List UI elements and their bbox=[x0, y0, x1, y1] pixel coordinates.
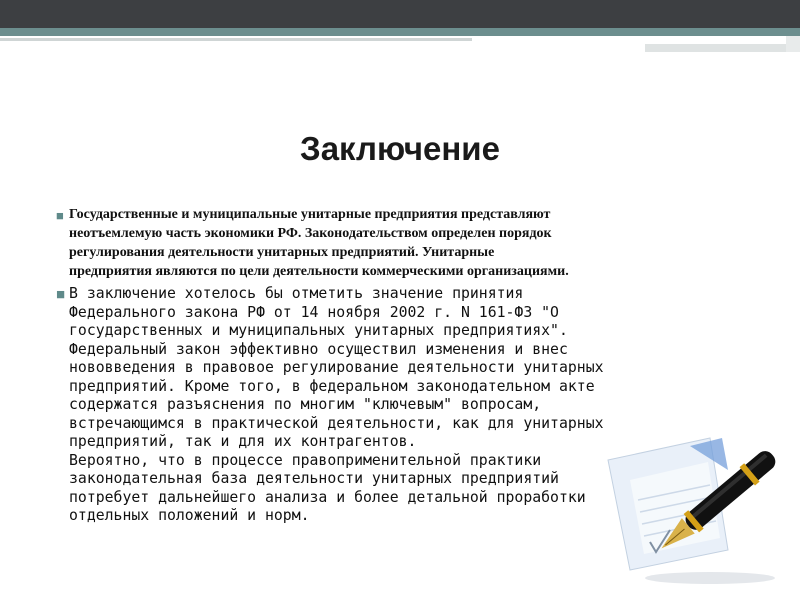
header-accent-band bbox=[0, 28, 800, 36]
paragraph-1-line: Государственные и муниципальные унитарные предприятия представляют bbox=[69, 207, 551, 222]
header-bar bbox=[0, 0, 800, 28]
paragraph-2-line: предприятий. Кроме того, в федеральном законодательном акте bbox=[69, 377, 595, 395]
paragraph-1-line: неотъемлемую часть экономики РФ. Законодательством определен порядок bbox=[69, 226, 552, 241]
paragraph-2-line: потребует дальнейшего анализа и более детальной проработки bbox=[69, 488, 586, 506]
paragraph-2-line: государственных и муниципальных унитарных предприятиях". bbox=[69, 322, 568, 339]
paragraph-2-line: Вероятно, что в процессе правоприменительной практики bbox=[69, 451, 542, 469]
paragraph-2-line: встречающимся в практической деятельности, как для унитарных bbox=[69, 414, 604, 432]
paragraph-2-line: Федеральный закон эффективно осуществил изменения и внес bbox=[69, 340, 568, 358]
paragraph-2-line: В заключение хотелось бы отметить значение принятия bbox=[69, 285, 524, 302]
paragraph-1-line: регулирования деятельности унитарных предприятий. Унитарные bbox=[69, 245, 495, 260]
paragraph-2-line: Федерального закона РФ от 14 ноября 2002 г. N 161-ФЗ "О bbox=[69, 303, 559, 321]
square-bullet-icon: ■ bbox=[56, 286, 66, 303]
header-corner-block bbox=[786, 36, 800, 52]
paragraph-2-line: содержатся разъяснения по многим "ключевым" вопросам, bbox=[69, 396, 542, 413]
paragraph-2-line: нововведения в правовое регулирование деятельности унитарных bbox=[69, 359, 604, 376]
paragraph-2-line: предприятий, так и для их контрагентов. bbox=[69, 433, 417, 450]
header-divider-line-right bbox=[645, 44, 800, 52]
fountain-pen-document-icon bbox=[590, 430, 780, 590]
square-bullet-icon: ■ bbox=[56, 208, 64, 223]
bullet-paragraph-1 bbox=[56, 205, 756, 281]
paragraph-2-line: отдельных положений и норм. bbox=[69, 507, 310, 524]
header-divider-line bbox=[0, 38, 472, 41]
slide-title: Заключение bbox=[300, 130, 500, 167]
paragraph-2-line: законодательная база деятельности унитарных предприятий bbox=[69, 470, 559, 487]
paragraph-1-line: предприятия являются по цели деятельности коммерческими организациями. bbox=[69, 264, 569, 279]
